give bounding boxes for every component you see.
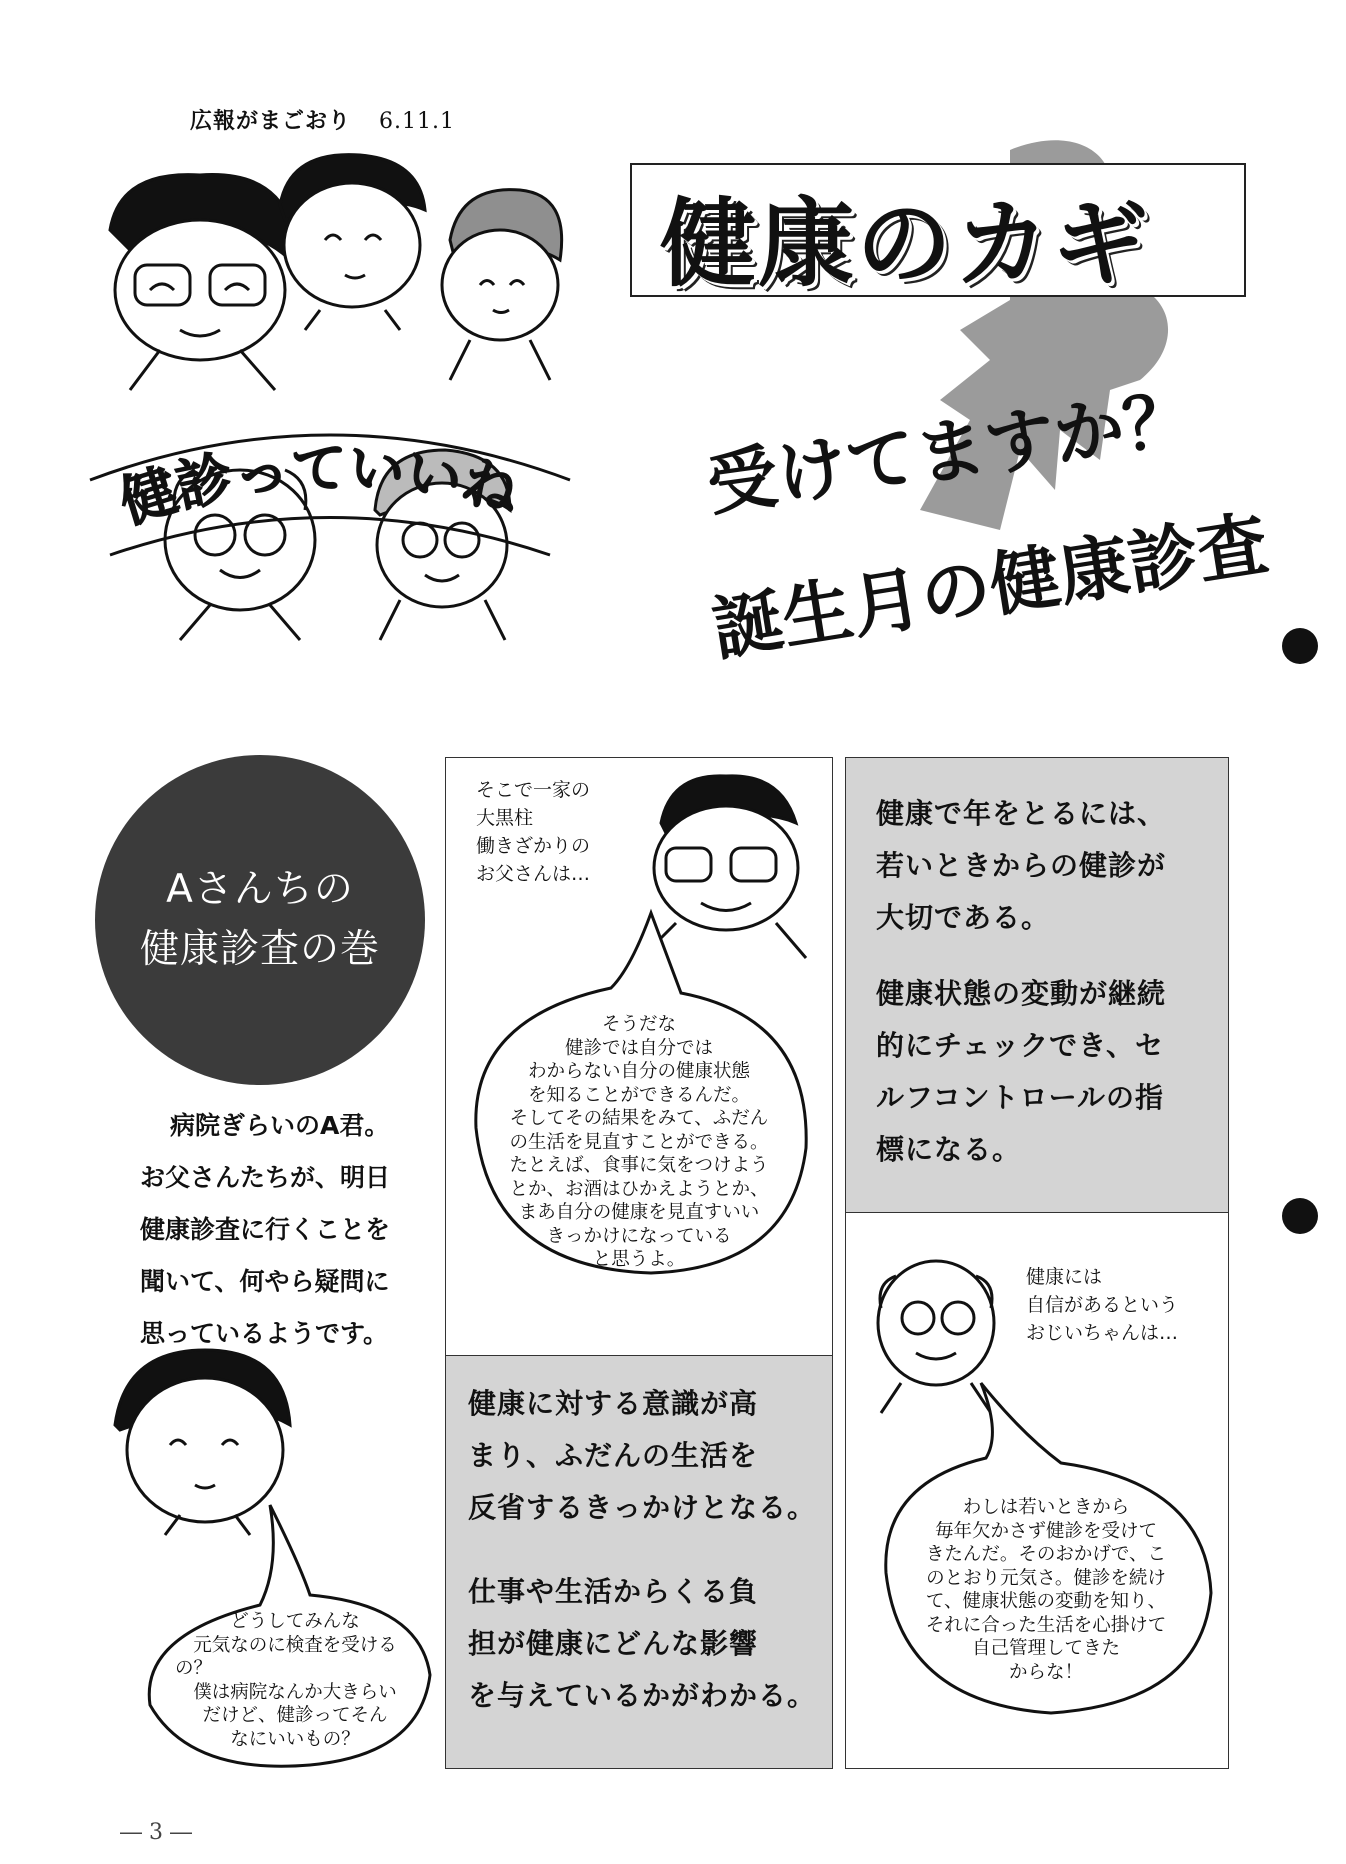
bubble-line: とか、お酒はひかえようとか、 — [509, 1178, 769, 1200]
bubble-line: なにいいもの？ — [230, 1728, 360, 1750]
bubble-line: を知ることができるんだ。 — [527, 1084, 750, 1106]
caption-line: そこで一家の — [476, 779, 591, 801]
bubble-line: の生活を見直すことができる。 — [509, 1131, 769, 1153]
bubble-line: て、健康状態の変動を知り、 — [925, 1591, 1167, 1612]
benefit-paragraph-2 — [876, 968, 1166, 1176]
chapter-line-1: Aさんちの — [166, 866, 354, 912]
caption-line: 働きざかりの — [476, 835, 591, 857]
father-speech-bubble — [474, 1013, 804, 1272]
caption-line: お父さんは… — [476, 863, 591, 885]
grandpa-panel — [845, 1212, 1229, 1769]
chapter-line-2: 健康診査の巻 — [139, 927, 380, 972]
bubble-line: きっかけになっている — [546, 1225, 732, 1247]
chapter-circle — [95, 755, 425, 1085]
binding-hole-bottom — [1282, 1198, 1318, 1234]
bubble-line: そしてその結果をみて、ふだん — [509, 1108, 769, 1129]
publication-date: 6.11.1 — [379, 109, 455, 134]
page-number: ― 3 ― — [120, 1820, 192, 1845]
bubble-line: だけど、健診ってそん — [202, 1705, 388, 1726]
text-line: 健康状態の変動が継続 — [876, 977, 1167, 1010]
grandpa-speech-bubble — [891, 1496, 1201, 1684]
bubble-line: それに合った生活を心掛けて — [925, 1614, 1167, 1636]
bubble-line: 僕は病院なんか大きらい — [193, 1681, 397, 1703]
svg-text:健診っていいね — [113, 436, 525, 536]
bubble-line: と思うよ。 — [592, 1249, 686, 1270]
bubble-line: 元気なのに検査を受ける — [193, 1634, 397, 1656]
bubble-line: からな！ — [1008, 1661, 1083, 1683]
bubble-line: どうしてみんな — [230, 1611, 360, 1632]
bubble-line: のとおり元気さ。健診を続け — [926, 1567, 1166, 1589]
title-subtitle: 誕生月の健康診査 — [707, 502, 1274, 671]
text-line: 的にチェックでき、セ — [876, 1029, 1165, 1062]
bubble-line: 健診では自分では — [564, 1037, 713, 1059]
binding-hole-top — [1282, 628, 1318, 664]
bubble-line: 毎年欠かさず健診を受けて — [934, 1520, 1157, 1542]
intro-text — [140, 1100, 440, 1360]
bubble-line: まあ自分の健康を見直すいい — [518, 1202, 760, 1223]
publication-header — [190, 104, 455, 135]
bubble-line: きたんだ。そのおかげで、こ — [925, 1544, 1167, 1565]
text-line: 若いときからの健診が — [876, 849, 1167, 882]
text-line: 標になる。 — [876, 1133, 1022, 1166]
page-title: 健康のカギ — [660, 188, 1150, 300]
benefit-paragraph-4 — [468, 1566, 816, 1722]
title-question: 受けてますか？ — [702, 376, 1199, 527]
arc-caption — [70, 410, 590, 580]
intro-line: 聞いて、何やら疑問に — [140, 1267, 390, 1296]
arc-caption-text: 健診っていいね — [112, 436, 525, 537]
text-line: を与えているかがわかる。 — [468, 1679, 817, 1712]
father-panel — [445, 757, 833, 1357]
intro-line: 思っているようです。 — [140, 1319, 389, 1348]
intro-line: お父さんたちが、明日 — [140, 1163, 391, 1192]
intro-line: 病院ぎらいのA君。 — [170, 1111, 390, 1140]
bubble-line: わしは若いときから — [962, 1497, 1130, 1518]
bubble-line: わからない自分の健康状態 — [527, 1061, 750, 1082]
benefit-panel-top — [845, 757, 1229, 1214]
text-line: 担が健康にどんな影響 — [468, 1627, 759, 1660]
text-line: ルフコントロールの指 — [876, 1081, 1165, 1114]
text-line: 大切である。 — [876, 901, 1051, 934]
bubble-line: 自己管理してきた — [971, 1638, 1120, 1659]
bubble-line: そうだな — [601, 1014, 676, 1035]
bubble-line: の？ — [175, 1658, 213, 1679]
text-line: 健康で年をとるには、 — [876, 797, 1167, 830]
intro-line: 健康診査に行くことを — [140, 1215, 391, 1244]
benefit-paragraph-1 — [876, 788, 1166, 944]
text-line: まり、ふだんの生活を — [468, 1439, 759, 1472]
benefit-paragraph-3 — [468, 1378, 816, 1534]
text-line: 健康に対する意識が高 — [468, 1387, 759, 1420]
publication-name: 広報がまごおり — [190, 109, 352, 134]
bubble-line: たとえば、食事に気をつけよう — [509, 1155, 769, 1176]
grandpa-caption — [1026, 1263, 1178, 1347]
son-speech-bubble — [165, 1610, 425, 1751]
text-line: 仕事や生活からくる負 — [468, 1575, 759, 1608]
caption-line: 自信があるという — [1026, 1294, 1179, 1316]
caption-line: おじいちゃんは… — [1026, 1322, 1179, 1344]
caption-line: 大黒柱 — [476, 807, 534, 829]
benefit-panel-bottom — [445, 1355, 833, 1769]
text-line: 反省するきっかけとなる。 — [468, 1491, 817, 1524]
caption-line: 健康には — [1026, 1266, 1103, 1288]
